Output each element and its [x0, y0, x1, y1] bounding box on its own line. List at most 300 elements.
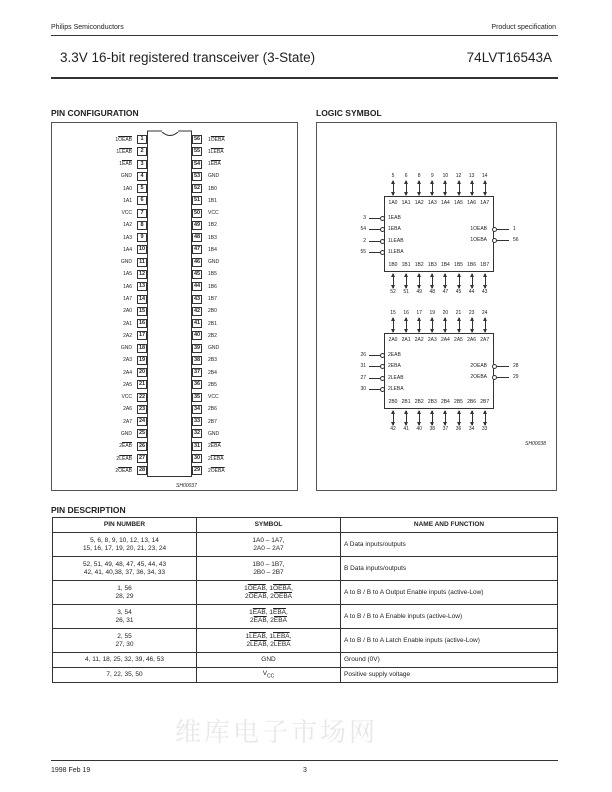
- pin-label-prefix: GND: [208, 345, 220, 352]
- header-rule: [51, 35, 558, 36]
- pin-number-box: 8: [137, 221, 147, 230]
- pin-label: [208, 357, 217, 363]
- control-line: [497, 377, 509, 378]
- symbol-text: CC: [267, 673, 275, 680]
- pin-label-prefix: 2A7: [123, 418, 132, 425]
- title-rule: [51, 77, 558, 79]
- pin-label-prefix: 2: [119, 443, 122, 450]
- pin-label-active-low: LEBA: [210, 148, 224, 155]
- pin-label: [121, 431, 132, 437]
- pin-label: [123, 271, 132, 277]
- col-name-function: NAME AND FUNCTION: [341, 518, 558, 533]
- active-low-signal: LEAB: [250, 640, 267, 648]
- bidirectional-arrow-icon: [445, 274, 446, 288]
- pin-number-box: 45: [193, 270, 201, 277]
- pin-label-active-low: OEBA: [210, 136, 225, 143]
- control-line: [497, 229, 509, 230]
- symbol-line: [200, 670, 337, 680]
- pin-label: [208, 419, 217, 425]
- pin-label: [208, 247, 217, 253]
- pin-number-box: 11: [137, 258, 147, 267]
- top-pin-number: 24: [481, 310, 488, 316]
- top-pin-number: 14: [481, 173, 488, 179]
- pin-label-prefix: 2B5: [208, 381, 217, 388]
- pin-number-box: 52: [193, 185, 201, 192]
- pin-number-line: 15, 16, 17, 19, 20, 21, 23, 24: [82, 544, 167, 552]
- bidirectional-arrow-icon: [432, 181, 433, 195]
- pin-number-cell: [53, 653, 197, 668]
- bidirectional-arrow-icon: [393, 411, 394, 425]
- function-cell: A Data inputs/outputs: [341, 533, 558, 557]
- logic-symbol-code: SH00038: [525, 441, 546, 447]
- symbol-text: , 1: [265, 608, 274, 616]
- pin-label: [208, 149, 224, 155]
- pin-label: [208, 210, 219, 216]
- pin-number-box: 48: [193, 234, 201, 241]
- pin-label: [123, 186, 132, 192]
- pin-number-line: 26, 31: [115, 616, 134, 624]
- pin-label-prefix: 2B2: [208, 332, 217, 339]
- pin-label-active-low: OEAB: [118, 136, 132, 143]
- control-pin-number: 2: [363, 237, 366, 244]
- pin-number-box: 4: [137, 172, 147, 181]
- bottom-signal-label: 1B5: [454, 262, 463, 268]
- pin-label: [119, 443, 132, 449]
- pin-label-prefix: GND: [120, 173, 132, 180]
- bottom-signal-label: 1B1: [401, 262, 411, 268]
- pin-label: [208, 394, 219, 400]
- pin-label-active-low: OEBA: [210, 467, 225, 474]
- inversion-bubble-icon: [380, 387, 385, 392]
- pin-number-box: 7: [137, 209, 147, 218]
- function-cell: A to B / B to A Output Enable inputs (active-Low): [341, 581, 558, 605]
- pin-number-box: 36: [193, 381, 201, 388]
- symbol-line: [200, 633, 337, 641]
- bidirectional-arrow-icon: [485, 274, 486, 288]
- part-number: 74LVT16543A: [466, 50, 552, 65]
- pin-number-box: 50: [193, 209, 201, 216]
- control-label: 1LEAB: [388, 237, 404, 244]
- pin-number-box: 53: [193, 172, 201, 179]
- pin-label: [123, 235, 132, 241]
- symbol-line: [200, 656, 337, 664]
- bidirectional-arrow-icon: [419, 274, 420, 288]
- pin-label-prefix: 2A6: [123, 406, 132, 413]
- symbol-text: 1: [245, 632, 250, 640]
- pin-number-box: 38: [193, 356, 201, 363]
- logic-symbol-heading: LOGIC SYMBOL: [316, 108, 382, 118]
- company-name: Philips Semiconductors: [51, 24, 124, 31]
- pin-label: [208, 370, 217, 376]
- symbol-text: 2B0 – 2B7: [253, 568, 284, 576]
- symbol-text: ,: [291, 584, 293, 592]
- pin-label-prefix: VCC: [121, 210, 132, 217]
- active-low-signal: LEBA: [273, 640, 291, 648]
- pin-number-cell: [53, 668, 197, 683]
- pin-label-prefix: 1: [119, 161, 122, 168]
- pin-number-box: 25: [138, 430, 146, 437]
- control-line: [497, 240, 509, 241]
- bidirectional-arrow-icon: [472, 274, 473, 288]
- table-row: [53, 533, 558, 557]
- pin-number-box: 20: [138, 369, 146, 376]
- pin-label: [208, 284, 217, 290]
- bidirectional-arrow-icon: [485, 181, 486, 195]
- chip-top-edge: [147, 130, 192, 132]
- control-label: 2EAB: [388, 352, 401, 358]
- bidirectional-arrow-icon: [432, 411, 433, 425]
- output-enable-label: 1OEBA: [470, 237, 487, 244]
- bottom-pin-number: 37: [442, 426, 449, 432]
- pin-label: [208, 235, 217, 241]
- pin-label-prefix: 1B1: [208, 197, 217, 204]
- bottom-signal-label: 2B4: [440, 399, 450, 405]
- pin-label: [123, 357, 132, 363]
- bidirectional-arrow-icon: [459, 274, 460, 288]
- active-low-signal: $\overline{EBA}$: [273, 608, 287, 616]
- control-pin-number: 54: [360, 226, 366, 233]
- pin-number-box: 18: [138, 344, 146, 351]
- top-pin-number: 10: [442, 173, 449, 179]
- pin-number-box: 46: [193, 258, 201, 265]
- pin-number-line: 27, 30: [115, 640, 134, 648]
- pin-number-box: 22: [138, 393, 146, 400]
- pin-label-prefix: VCC: [208, 394, 219, 401]
- top-signal-label: 1A1: [401, 200, 411, 206]
- top-pin-number: 15: [390, 310, 396, 316]
- bottom-pin-number: 52: [390, 289, 396, 295]
- pin-label: [123, 370, 132, 376]
- symbol-text: 2: [245, 592, 249, 600]
- top-signal-label: 1A6: [467, 200, 477, 206]
- pin-label: [123, 308, 132, 314]
- pin-number-box: 56: [193, 136, 201, 142]
- bidirectional-arrow-icon: [419, 318, 420, 332]
- pin-label-prefix: 2A5: [123, 381, 132, 388]
- pin-number-box: 23: [138, 405, 146, 412]
- pin-label: [208, 345, 219, 351]
- logic-block: [384, 196, 494, 272]
- pin-label: [208, 456, 224, 462]
- active-low-signal: LEBA: [273, 632, 290, 640]
- top-pin-number: 13: [468, 173, 475, 179]
- pin-label-prefix: 1A7: [123, 296, 132, 302]
- pin-description-heading: PIN DESCRIPTION: [51, 505, 126, 515]
- pin-label-prefix: 2A3: [123, 357, 132, 364]
- pin-number-box: 6: [137, 196, 147, 205]
- table-header-row: [53, 518, 558, 533]
- pin-label: [208, 222, 217, 228]
- table-row: [53, 581, 558, 605]
- pin-label-prefix: 2B0: [208, 308, 217, 315]
- bidirectional-arrow-icon: [393, 274, 394, 288]
- pin-label-prefix: 1: [208, 136, 211, 143]
- function-cell: A to B / B to A Enable inputs (active-Low): [341, 605, 558, 629]
- pin-number-box: 3: [137, 160, 147, 169]
- symbol-cell: [197, 653, 341, 668]
- pin-number-box: 29: [193, 467, 201, 474]
- bottom-pin-number: 51: [403, 289, 409, 295]
- output-enable-pin-number: 56: [513, 237, 519, 244]
- symbol-cell: [197, 668, 341, 683]
- pin-label-prefix: 2B3: [208, 357, 217, 364]
- pin-label-prefix: 2B7: [208, 418, 217, 425]
- pin-number-line: 28, 29: [115, 592, 134, 600]
- pin-number-box: 40: [193, 332, 201, 339]
- pin-label-prefix: 1A6: [123, 283, 132, 290]
- bottom-signal-label: 1B6: [467, 262, 477, 268]
- top-signal-label: 2A3: [427, 337, 437, 343]
- pin-label: [208, 137, 225, 143]
- pin-number-box: 51: [193, 197, 201, 204]
- footer-rule: [51, 760, 558, 761]
- pin-number-box: 13: [138, 283, 146, 290]
- pin-label: [123, 406, 132, 412]
- pin-label-prefix: 2B6: [208, 406, 217, 413]
- bottom-pin-number: 47: [442, 289, 449, 295]
- symbol-text: ,: [289, 632, 292, 640]
- pin-label: [119, 161, 132, 167]
- inversion-bubble-icon: [380, 353, 385, 358]
- symbol-text: , 2: [266, 616, 274, 624]
- chip-body: [147, 131, 192, 477]
- symbol-cell: [197, 557, 341, 581]
- control-pin-number: 26: [360, 352, 366, 358]
- pin-label: [121, 259, 132, 265]
- active-low-signal: OEBA: [273, 592, 292, 600]
- bidirectional-arrow-icon: [485, 411, 486, 425]
- symbol-text: 1: [244, 584, 248, 592]
- pin-number-box: 39: [193, 344, 201, 351]
- symbol-line: [200, 585, 337, 593]
- symbol-text: 2: [246, 640, 251, 648]
- pin-label-prefix: 2: [115, 467, 119, 474]
- pin-label-prefix: 1B7: [208, 296, 217, 302]
- pin-label-prefix: 1B4: [208, 246, 217, 253]
- bottom-signal-label: 2B2: [414, 399, 424, 405]
- top-signal-label: 2A1: [401, 337, 411, 343]
- top-signal-label: 2A2: [414, 337, 424, 343]
- pin-label: [123, 222, 132, 228]
- pin-label: [123, 247, 132, 253]
- output-enable-label: 1OEAB: [470, 226, 487, 232]
- function-cell: Ground (0V): [341, 653, 558, 668]
- output-enable-label: 2OEBA: [470, 374, 487, 381]
- top-pin-number: 20: [442, 310, 449, 316]
- bottom-pin-number: 34: [468, 426, 475, 432]
- bottom-pin-number: 45: [455, 289, 462, 295]
- pin-number-box: 9: [137, 233, 147, 242]
- active-low-signal: OEAB: [248, 592, 267, 600]
- output-enable-pin-number: 29: [513, 374, 519, 381]
- bottom-signal-label: 1B2: [414, 262, 424, 268]
- pin-number-box: 14: [138, 295, 146, 302]
- bidirectional-arrow-icon: [472, 411, 473, 425]
- pin-label: [208, 308, 217, 314]
- symbol-line: [200, 569, 337, 577]
- pin-label-prefix: 2: [208, 455, 211, 462]
- active-low-signal: $\overline{EBA}$: [273, 616, 287, 624]
- bottom-pin-number: 49: [416, 289, 422, 295]
- output-enable-pin-number: 1: [513, 226, 516, 232]
- bidirectional-arrow-icon: [419, 181, 420, 195]
- pin-label-prefix: GND: [120, 345, 132, 352]
- watermark: 维库电子市场网: [175, 718, 379, 748]
- pin-label-prefix: 1A2: [123, 222, 132, 229]
- table-row: [53, 557, 558, 581]
- pin-label-active-low: OEAB: [118, 467, 132, 474]
- footer-date: 1998 Feb 19: [51, 767, 91, 774]
- logic-block: [384, 333, 494, 409]
- pin-label: [116, 456, 132, 462]
- top-signal-label: 1A4: [440, 200, 450, 206]
- pin-number-box: 37: [193, 369, 201, 376]
- top-signal-label: 2A0: [388, 337, 398, 343]
- pin-number-cell: [53, 557, 197, 581]
- bottom-pin-number: 43: [481, 289, 488, 295]
- control-pin-number: 55: [360, 248, 366, 255]
- pin-number-line: 2, 55: [117, 632, 132, 640]
- symbol-line: [200, 593, 337, 601]
- top-signal-label: 1A5: [454, 200, 463, 206]
- pin-label: [123, 382, 132, 388]
- top-pin-number: 8: [417, 173, 421, 179]
- symbol-line: [200, 545, 337, 553]
- pin-number-box: 1: [137, 135, 147, 144]
- control-label: 2LEBA: [388, 385, 404, 392]
- control-pin-number: 27: [360, 374, 366, 381]
- bidirectional-arrow-icon: [406, 181, 407, 195]
- pin-label: [115, 137, 132, 143]
- pin-number-box: 33: [193, 418, 201, 425]
- pin-label-prefix: GND: [208, 173, 220, 180]
- pin-label-active-low: $\overline{EAB}$: [121, 161, 132, 168]
- pin-number-box: 55: [193, 148, 201, 155]
- pin-number-line: 52, 51, 49, 48, 47, 45, 44, 43: [82, 560, 167, 568]
- symbol-text: ,: [286, 608, 288, 616]
- pin-label: [208, 198, 217, 204]
- bidirectional-arrow-icon: [445, 181, 446, 195]
- symbol-text: 2: [250, 616, 254, 624]
- pin-label: [208, 382, 217, 388]
- pin-label: [123, 198, 132, 204]
- bidirectional-arrow-icon: [406, 411, 407, 425]
- active-low-signal: LEAB: [249, 632, 266, 640]
- bidirectional-arrow-icon: [393, 318, 394, 332]
- pin-number-box: 32: [193, 430, 201, 437]
- bottom-pin-number: 41: [403, 426, 409, 432]
- top-pin-number: 9: [430, 173, 434, 179]
- symbol-text: , 1: [265, 584, 274, 592]
- bottom-signal-label: 1B7: [480, 262, 490, 268]
- pin-label-active-low: LEAB: [119, 148, 132, 155]
- table-row: [53, 653, 558, 668]
- function-cell: Positive supply voltage: [341, 668, 558, 683]
- top-signal-label: 2A7: [480, 337, 490, 343]
- top-signal-label: 1A0: [388, 200, 398, 206]
- pin-number-box: 31: [193, 442, 201, 449]
- pin-label-prefix: 2A4: [123, 369, 132, 376]
- pin-number-box: 28: [138, 467, 146, 474]
- top-pin-number: 5: [391, 173, 395, 179]
- pin-config-heading: PIN CONFIGURATION: [51, 108, 139, 118]
- control-pin-number: 30: [360, 385, 366, 392]
- symbol-text: V: [262, 669, 268, 677]
- bottom-signal-label: 2B0: [388, 399, 398, 405]
- pin-label-prefix: 1A1: [123, 197, 132, 204]
- pin-number-box: 15: [138, 307, 146, 314]
- pin-number-line: 42, 41, 40,38, 37, 36, 34, 33: [83, 568, 166, 576]
- bottom-signal-label: 1B4: [440, 262, 450, 268]
- pin-number-box: 19: [138, 356, 146, 363]
- symbol-text: 1B0 – 1B7,: [252, 560, 285, 568]
- inversion-bubble-icon: [380, 239, 385, 244]
- pin-number-line: 7, 22, 35, 50: [106, 671, 143, 678]
- output-enable-pin-number: 28: [513, 363, 519, 369]
- pin-label-active-low: $\overline{EAB}$: [121, 443, 132, 450]
- top-pin-number: 17: [416, 310, 422, 316]
- col-pin-number: PIN NUMBER: [53, 518, 197, 533]
- pin-number-box: 21: [138, 381, 146, 388]
- pin-label-prefix: GND: [120, 259, 132, 266]
- table-row: [53, 605, 558, 629]
- pin-number-box: 35: [193, 393, 201, 400]
- bidirectional-arrow-icon: [406, 274, 407, 288]
- pin-label-prefix: GND: [208, 430, 220, 437]
- top-pin-number: 16: [403, 310, 409, 316]
- pin-number-box: 17: [138, 332, 146, 339]
- active-low-signal: OEBA: [273, 584, 292, 592]
- pin-label-prefix: 2: [116, 455, 120, 462]
- pin-label: [123, 284, 132, 290]
- top-signal-label: 2A5: [454, 337, 463, 343]
- pin-number-line: 3, 54: [117, 608, 132, 616]
- pin-label-prefix: 2A2: [123, 332, 132, 339]
- pin-label: [208, 468, 225, 474]
- table-row: [53, 668, 558, 683]
- pin-label-active-low: LEBA: [210, 455, 224, 462]
- inversion-bubble-icon: [380, 376, 385, 381]
- pin-label-active-low: $\overline{EBA}$: [210, 161, 221, 168]
- bidirectional-arrow-icon: [406, 318, 407, 332]
- top-pin-number: 19: [429, 310, 436, 316]
- control-pin-number: 3: [363, 215, 366, 221]
- pin-label-prefix: 2: [208, 467, 211, 474]
- pin-label-prefix: 1: [116, 148, 120, 155]
- document-type: Product specification: [491, 24, 556, 31]
- pin-number-box: 34: [193, 405, 201, 412]
- bottom-pin-number: 48: [429, 289, 436, 295]
- table-row: [53, 629, 558, 653]
- symbol-line: [200, 609, 337, 617]
- bidirectional-arrow-icon: [432, 318, 433, 332]
- pin-label-prefix: 1: [208, 161, 211, 168]
- pin-label-prefix: GND: [208, 259, 220, 266]
- pin-label: [208, 296, 217, 302]
- pin-label-prefix: 1B6: [208, 283, 217, 290]
- pin-number-box: 42: [193, 307, 201, 314]
- pin-number-box: 47: [193, 246, 201, 253]
- pin-number-line: 1, 56: [117, 584, 132, 592]
- control-label: 2LEAB: [388, 374, 404, 381]
- pin-number-cell: [53, 605, 197, 629]
- top-pin-number: 21: [455, 310, 462, 316]
- pin-label-prefix: 1: [208, 148, 211, 155]
- pin-label: [123, 333, 132, 339]
- inversion-bubble-icon: [380, 216, 385, 221]
- pin-label-prefix: 1B2: [208, 222, 217, 229]
- symbol-cell: [197, 629, 341, 653]
